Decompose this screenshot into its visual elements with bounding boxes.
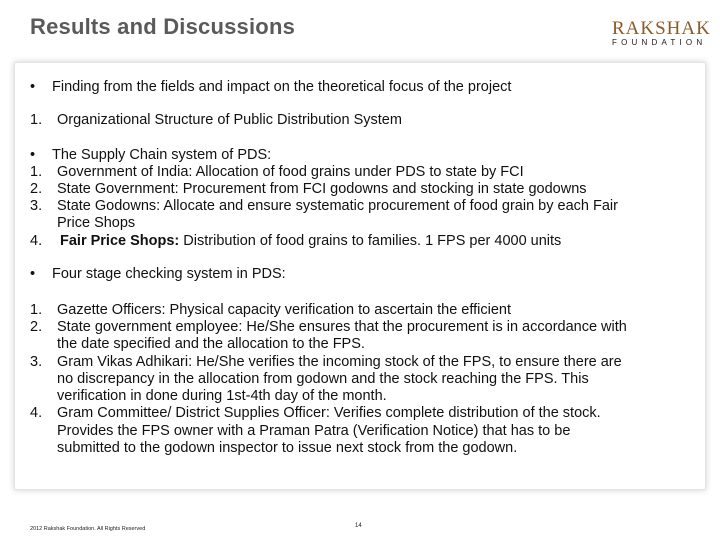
rakshak-logo [612,18,710,48]
page-number: 14 [355,523,362,529]
list-number: 1. [30,164,43,180]
list-text: Gram Vikas Adhikari: He/She verifies the incoming stock of the FPS, to ensure there are [57,354,622,370]
list-text: State Government: Procurement from FCI godowns and stocking in state godowns [57,181,587,197]
list-text: Gram Committee/ District Supplies Officer: Verifies complete distribution of the stock. [57,405,601,421]
checking-heading-text: Four stage checking system in PDS: [52,266,286,282]
list-text: State Godowns: Allocate and ensure systematic procurement of food grain by each Fair [57,198,618,214]
list-number: 2. [30,181,43,197]
list-text: Government of India: Allocation of food grains under PDS to state by FCI [57,164,524,180]
list-number: 3. [30,198,43,214]
copyright-text: 2012 Rakshak Foundation. All Rights Reserved [30,526,146,532]
list-number: 3. [30,354,43,370]
list-text: verification in done during 1st-4th day of the month. [57,388,387,404]
list-text: the date specified and the allocation to the FPS. [57,336,365,352]
list-text: no discrepancy in the allocation from godown and the stock reaching the FPS. This [57,371,589,387]
list-text: Gazette Officers: Physical capacity verification to ascertain the efficient [57,302,512,318]
list-text: submitted to the godown inspector to issue next stock from the godown. [57,440,518,456]
intro-text: Finding from the fields and impact on the theoretical focus of the project [52,79,512,95]
fps-description: Distribution of food grains to families. 1 FPS per 4000 units [179,233,562,249]
bullet-marker: • [30,266,36,282]
list-text: Price Shops [57,215,136,231]
list-number: 1. [30,302,43,318]
fps-label: Fair Price Shops: [60,233,180,249]
list-number: 4. [30,405,43,421]
logo-main-text: RAKSHAK [612,18,711,39]
list-text: Provides the FPS owner with a Praman Patra (Verification Notice) that has to be [57,423,571,439]
section-title: Organizational Structure of Public Distribution System [57,112,402,128]
supply-chain-heading-text: The Supply Chain system of PDS: [52,147,272,163]
slide-header [0,0,720,62]
list-text: State government employee: He/She ensures that the procurement is in accordance with [57,319,627,335]
slide-title: Results and Discussions [30,14,296,39]
bullet-marker: • [30,79,36,95]
list-number: 4. [30,233,43,249]
bullet-marker: • [30,147,36,163]
logo-sub-text: FOUNDATION [612,38,707,47]
list-number: 2. [30,319,43,335]
list-text [60,233,561,250]
section-number: 1. [30,112,43,128]
